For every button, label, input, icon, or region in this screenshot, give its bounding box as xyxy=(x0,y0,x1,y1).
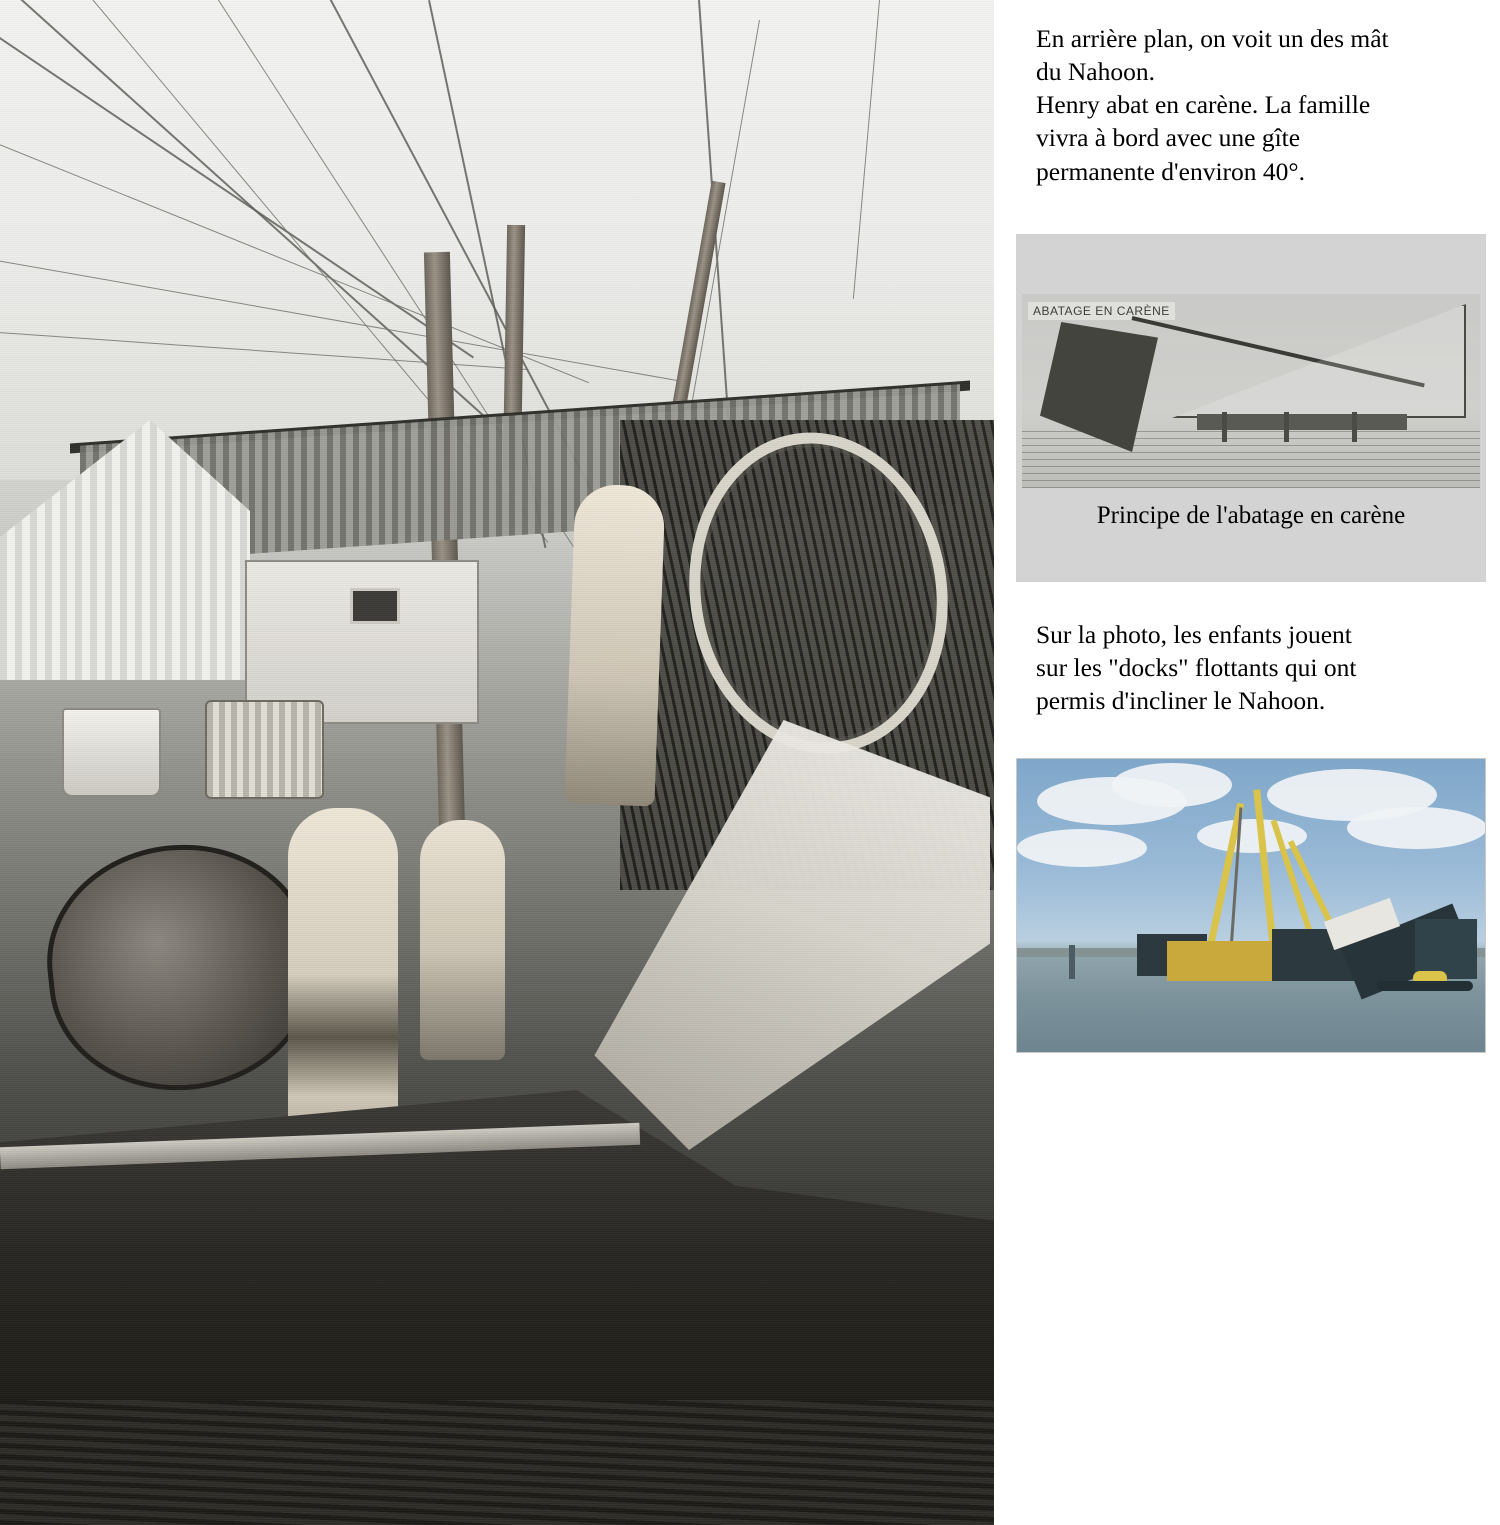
large-drum xyxy=(36,832,325,1103)
cloud xyxy=(1017,829,1147,867)
caption-line: Henry abat en carène. La famille xyxy=(1036,90,1371,120)
diagram-post xyxy=(1352,412,1357,442)
child-standing-on-deck xyxy=(564,484,665,807)
diagram-pontoon xyxy=(1197,414,1407,430)
diagram-panel xyxy=(1016,234,1486,582)
right-column xyxy=(1016,0,1486,1525)
diagram-sail xyxy=(1172,304,1466,418)
caption-line: vivra à bord avec une gîte xyxy=(1036,123,1301,153)
caption-block-background xyxy=(1036,22,1488,188)
vessel-right xyxy=(1415,919,1477,979)
caption-line: Sur la photo, les enfants jouent xyxy=(1036,620,1352,649)
caption-line: En arrière plan, on voit un des mât xyxy=(1036,24,1389,53)
color-photo xyxy=(1016,758,1486,1053)
bucket xyxy=(62,708,161,797)
water-foreground xyxy=(0,1400,994,1525)
porthole xyxy=(350,588,400,624)
cloud xyxy=(1347,807,1486,849)
cloud xyxy=(1112,763,1232,807)
child-right xyxy=(420,820,505,1060)
diagram-post xyxy=(1284,412,1289,442)
caption-line: du Nahoon. xyxy=(1036,57,1155,87)
caption-block-photo xyxy=(1036,618,1488,717)
diagram-panel-label: ABATAGE EN CARÈNE xyxy=(1028,302,1175,320)
channel-marker xyxy=(1069,945,1075,979)
caption-line: permanente d'environ 40°. xyxy=(1036,156,1305,186)
small-boat-foreground xyxy=(1377,981,1473,991)
wooden-barrel xyxy=(205,700,324,799)
diagram-caption: Principe de l'abatage en carène xyxy=(1096,502,1406,529)
caption-line: permis d'incliner le Nahoon. xyxy=(1036,686,1326,716)
barge-yellow xyxy=(1167,941,1287,981)
diagram-post xyxy=(1222,412,1227,442)
diagram-illustration xyxy=(1022,294,1480,488)
caption-line: sur les "docks" flottants qui ont xyxy=(1036,653,1357,683)
